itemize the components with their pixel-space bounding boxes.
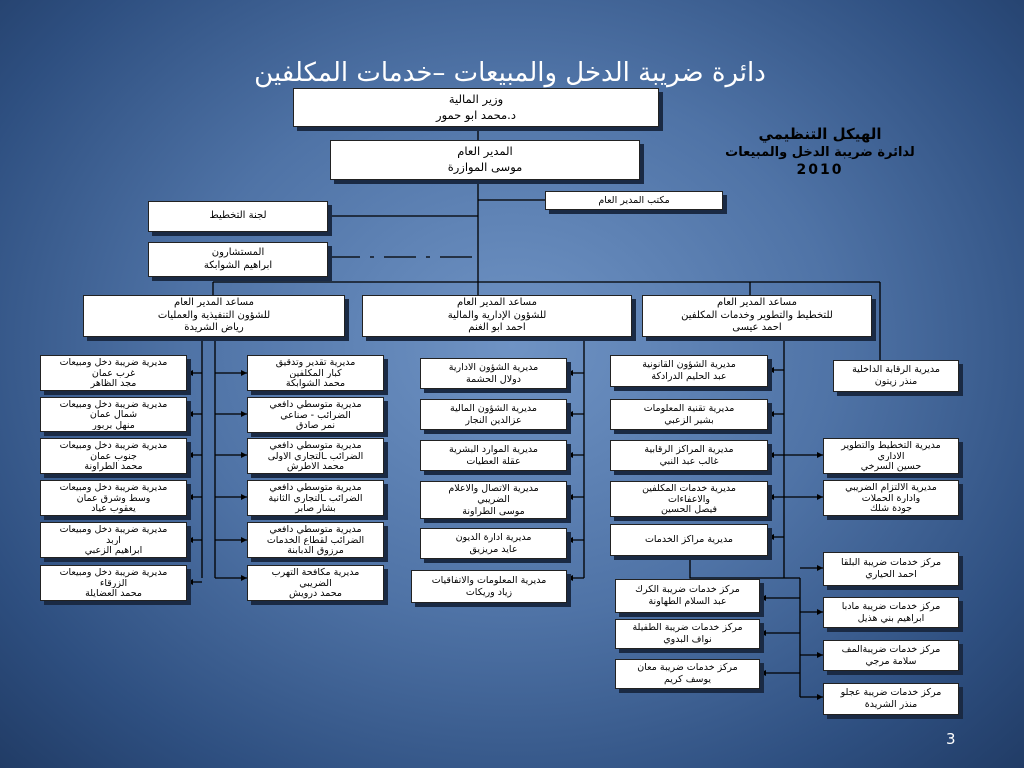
box-dg-office — [545, 191, 723, 210]
box-medium-commercial-2-line-2: الضرائب ـالتجاري الثانية — [268, 492, 363, 504]
box-medium-commercial-2-line-3: بشار صابر — [295, 503, 336, 515]
box-information-technology-line-1: مديرية تقنية المعلومات — [643, 402, 735, 414]
box-admin-planning-line-3: حسين السرخي — [860, 461, 922, 473]
box-taxpayer-services-line-2: والاعفاءات — [667, 493, 711, 505]
arrow-a6 — [567, 575, 573, 581]
box-regional-zarqa-line-1: مديرية ضريبة دخل ومبيعات — [59, 567, 168, 578]
page-number: 3 — [946, 730, 956, 748]
box-center-tafileh-line-1: مركز خدمات ضريبة الطفيلة — [632, 622, 743, 634]
box-financial-affairs-line-2: عزالدين النجار — [465, 414, 522, 426]
box-taxpayer-services-line-1: مديرية خدمات المكلفين — [642, 483, 736, 494]
box-center-maan-line-2: يوسف كريم — [663, 674, 712, 685]
box-internal-audit — [833, 360, 959, 392]
box-minister — [293, 88, 659, 127]
arrow-p5 — [768, 534, 774, 540]
box-assistant-executive-line-1: مساعد المدير العام — [174, 297, 254, 309]
box-service-centers — [610, 524, 768, 556]
box-tax-evasion — [247, 565, 384, 601]
arrow-a4 — [567, 494, 573, 500]
box-regional-zarqa-line-3: محمد العضايلة — [85, 588, 142, 600]
box-medium-industrial — [247, 397, 384, 433]
box-center-madaba — [823, 597, 959, 628]
box-admin-affairs-line-1: مديرية الشؤون الادارية — [448, 361, 539, 373]
box-information-technology-line-2: بشير الزعبي — [664, 414, 714, 426]
box-center-ajloun-line-1: مركز خدمات ضريبة عجلو — [840, 687, 942, 699]
arrow-l6 — [187, 579, 193, 585]
box-assistant-admin-finance-line-3: احمد ابو الغنم — [468, 322, 526, 334]
box-regional-north-amman — [40, 397, 187, 432]
box-debt-management-line-1: مديرية ادارة الديون — [455, 531, 532, 543]
box-tax-compliance-line-2: وادارة الحملات — [861, 492, 921, 504]
box-regional-south-amman-line-3: محمد الطراونة — [84, 461, 143, 473]
box-legal-affairs-line-2: عبد الحليم الدرادكة — [651, 371, 727, 382]
box-regional-south-amman — [40, 438, 187, 474]
arrow-c2 — [760, 630, 766, 636]
box-legal-affairs-line-1: مديرية الشؤون القانونية — [642, 359, 736, 371]
box-tax-compliance-line-1: مديرية الالتزام الضريبي — [845, 482, 937, 493]
box-medium-commercial-1-line-3: محمد الاطرش — [286, 461, 345, 473]
arrow-p3 — [768, 452, 774, 458]
box-center-karak — [615, 579, 760, 613]
box-information-technology — [610, 399, 768, 430]
box-regional-west-amman-line-2: غرب عمان — [91, 367, 136, 379]
box-center-maan — [615, 659, 760, 689]
box-communication-media — [420, 481, 567, 519]
box-regional-west-amman — [40, 355, 187, 391]
box-center-ajloun — [823, 683, 959, 715]
box-large-taxpayers-line-2: كبار المكلفين — [289, 367, 342, 379]
box-assistant-executive — [83, 295, 345, 337]
box-medium-commercial-1-line-1: مديرية متوسطي دافعي — [269, 440, 362, 451]
box-human-resources-line-1: مديرية الموارد البشرية — [449, 443, 538, 455]
box-tax-evasion-line-1: مديرية مكافحة التهرب — [271, 567, 360, 578]
box-planning-committee-line-1: لجنة التخطيط — [209, 210, 267, 222]
arrow-c1 — [760, 595, 766, 601]
box-regional-zarqa-line-2: الزرقاء — [99, 577, 128, 589]
box-medium-services-line-3: مرزوق الدبابنة — [287, 545, 344, 557]
box-communication-media-line-2: الضريبي — [477, 494, 510, 506]
box-center-balqa-line-2: احمد الحياري — [865, 569, 917, 580]
slide-title: دائرة ضريبة الدخل والمبيعات –خدمات المكلفين — [254, 58, 766, 88]
box-audit-centers-line-1: مديرية المراكز الرقابية — [644, 443, 734, 455]
heading-line-1: الهيكل التنظيمي — [758, 125, 882, 143]
box-center-maan-line-1: مركز خدمات ضريبة معان — [637, 662, 738, 674]
box-regional-south-amman-line-2: جنوب عمان — [90, 450, 137, 462]
box-regional-central-east-amman — [40, 480, 187, 516]
box-information-agreements-line-1: مديرية المعلومات والاتفاقيات — [431, 574, 547, 586]
box-admin-planning-line-1: مديرية التخطيط والتطوير — [841, 440, 941, 451]
box-debt-management — [420, 528, 567, 559]
box-assistant-planning — [642, 295, 872, 337]
box-regional-north-amman-line-2: شمال عمان — [89, 409, 138, 420]
box-admin-affairs-line-2: دولال الحشمة — [466, 373, 521, 385]
box-large-taxpayers-line-3: محمد الشوابكة — [285, 378, 346, 390]
box-admin-affairs — [420, 358, 567, 389]
box-regional-north-amman-line-3: منهل بربور — [92, 419, 135, 430]
arrow-p2 — [768, 411, 774, 417]
box-regional-north-amman-line-1: مديرية ضريبة دخل ومبيعات — [59, 399, 168, 410]
box-tax-compliance — [823, 480, 959, 516]
box-assistant-planning-line-2: للتخطيط والتطوير وخدمات المكلفين — [681, 309, 833, 321]
box-director-general-line-1: المدير العام — [457, 144, 513, 159]
arrow-a3 — [567, 452, 573, 458]
box-financial-affairs — [420, 399, 567, 430]
box-assistant-planning-line-3: احمد عيسى — [732, 322, 782, 334]
box-communication-media-line-1: مديرية الاتصال والاعلام — [448, 483, 539, 494]
box-center-madaba-line-1: مركز خدمات ضريبة مادبا — [841, 600, 941, 612]
box-large-taxpayers-line-1: مديرية تقدير وتدقيق — [275, 357, 356, 368]
box-medium-commercial-1-line-2: الضرائب ـالتجاري الاولى — [267, 450, 364, 462]
box-medium-commercial-2-line-1: مديرية متوسطي دافعي — [269, 482, 362, 493]
box-regional-south-amman-line-1: مديرية ضريبة دخل ومبيعات — [59, 440, 168, 451]
box-medium-services — [247, 522, 384, 558]
box-large-taxpayers — [247, 355, 384, 391]
box-center-tafileh-line-2: نواف البدوي — [663, 634, 712, 645]
box-communication-media-line-3: موسى الطراونة — [462, 505, 525, 517]
box-internal-audit-line-1: مديرية الرقابة الداخلية — [852, 364, 940, 376]
box-medium-services-line-2: الضرائب لقطاع الخدمات — [266, 534, 365, 546]
box-director-general-line-2: موسى الموازرة — [447, 160, 523, 174]
box-taxpayer-services-line-3: فيصل الحسين — [660, 504, 718, 516]
box-legal-affairs — [610, 355, 768, 387]
box-center-tafileh — [615, 619, 760, 649]
box-assistant-admin-finance-line-2: للشؤون الإدارية والمالية — [447, 309, 547, 321]
box-medium-commercial-1 — [247, 438, 384, 474]
box-center-mafraq — [823, 640, 959, 671]
box-debt-management-line-2: عايد مريزيق — [469, 543, 518, 555]
box-tax-evasion-line-3: محمد درويش — [289, 588, 342, 600]
box-minister-line-2: د.محمد ابو حمور — [436, 107, 516, 122]
arrow-l4 — [187, 494, 193, 500]
box-medium-industrial-line-1: مديرية متوسطي دافعي — [269, 399, 362, 410]
box-center-mafraq-line-1: مركز خدمات ضريبةالمف — [841, 643, 941, 655]
box-assistant-admin-finance — [362, 295, 632, 337]
box-admin-planning-line-2: الاداري — [877, 450, 905, 462]
arrow-a1 — [567, 370, 573, 376]
arrow-a2 — [567, 411, 573, 417]
box-regional-irbid-line-3: ابراهيم الزعبي — [84, 545, 143, 557]
arrow-l2 — [187, 411, 193, 417]
box-dg-office-line-1: مكتب المدير العام — [598, 194, 670, 206]
box-human-resources-line-2: عقلة العطيات — [466, 455, 521, 467]
box-medium-services-line-1: مديرية متوسطي دافعي — [269, 524, 362, 535]
box-medium-commercial-2 — [247, 480, 384, 516]
heading-year: 2010 — [796, 162, 844, 179]
heading-line-2: لدائرة ضريبة الدخل والمبيعات — [725, 144, 915, 160]
box-center-mafraq-line-2: سلامة مرجي — [865, 655, 917, 667]
box-information-agreements — [411, 570, 567, 603]
box-human-resources — [420, 440, 567, 471]
box-advisors-line-2: ابراهيم الشوابكة — [203, 259, 273, 271]
box-center-karak-line-2: عبد السلام الطهاونة — [648, 596, 727, 607]
box-center-ajloun-line-2: منذر الشريدة — [864, 699, 918, 710]
box-regional-irbid — [40, 522, 187, 558]
box-director-general — [330, 140, 640, 180]
box-center-karak-line-1: مركز خدمات ضريبة الكرك — [635, 584, 740, 596]
arrow-p4 — [768, 494, 774, 500]
box-center-balqa — [823, 552, 959, 586]
arrow-p1 — [768, 367, 774, 373]
box-assistant-admin-finance-line-1: مساعد المدير العام — [457, 297, 537, 309]
arrow-l3 — [187, 452, 193, 458]
box-regional-zarqa — [40, 565, 187, 601]
box-medium-industrial-line-2: الضرائب - صناعي — [280, 409, 351, 421]
box-minister-line-1: وزير المالية — [448, 91, 504, 106]
box-regional-central-east-amman-line-3: يعقوب عياد — [91, 503, 136, 515]
arrow-l5 — [187, 537, 193, 543]
box-audit-centers-line-2: غالب عبد النبي — [659, 455, 719, 467]
box-information-agreements-line-2: زياد وريكات — [465, 586, 513, 598]
box-regional-irbid-line-1: مديرية ضريبة دخل ومبيعات — [59, 524, 168, 535]
box-regional-west-amman-line-1: مديرية ضريبة دخل ومبيعات — [59, 357, 168, 368]
box-tax-compliance-line-3: جودة شلك — [869, 503, 913, 515]
box-admin-planning — [823, 438, 959, 474]
arrow-l1 — [187, 370, 193, 376]
box-planning-committee — [148, 201, 328, 232]
box-center-balqa-line-1: مركز خدمات ضريبة البلقا — [840, 557, 942, 569]
box-audit-centers — [610, 440, 768, 471]
box-regional-irbid-line-2: اربد — [106, 534, 121, 546]
box-assistant-planning-line-1: مساعد المدير العام — [717, 297, 797, 309]
box-assistant-executive-line-2: للشؤون التنفيذية والعمليات — [157, 309, 271, 321]
box-taxpayer-services — [610, 481, 768, 517]
arrow-a5 — [567, 537, 573, 543]
box-center-madaba-line-2: ابراهيم بني هذيل — [857, 612, 925, 624]
box-medium-industrial-line-3: نمر صادق — [296, 420, 335, 432]
box-service-centers-line-1: مديرية مراكز الخدمات — [644, 534, 734, 546]
box-regional-central-east-amman-line-2: وسط وشرق عمان — [76, 492, 151, 504]
box-advisors — [148, 242, 328, 277]
arrow-c3 — [760, 670, 766, 676]
box-financial-affairs-line-1: مديرية الشؤون المالية — [450, 402, 537, 414]
box-regional-west-amman-line-3: مجد الظاهر — [90, 378, 137, 390]
box-tax-evasion-line-2: الضريبي — [299, 577, 332, 589]
box-internal-audit-line-2: منذر زيتون — [874, 376, 918, 387]
box-assistant-executive-line-3: رياض الشريدة — [184, 322, 244, 334]
box-regional-central-east-amman-line-1: مديرية ضريبة دخل ومبيعات — [59, 482, 168, 493]
box-advisors-line-1: المستشارون — [211, 247, 265, 258]
